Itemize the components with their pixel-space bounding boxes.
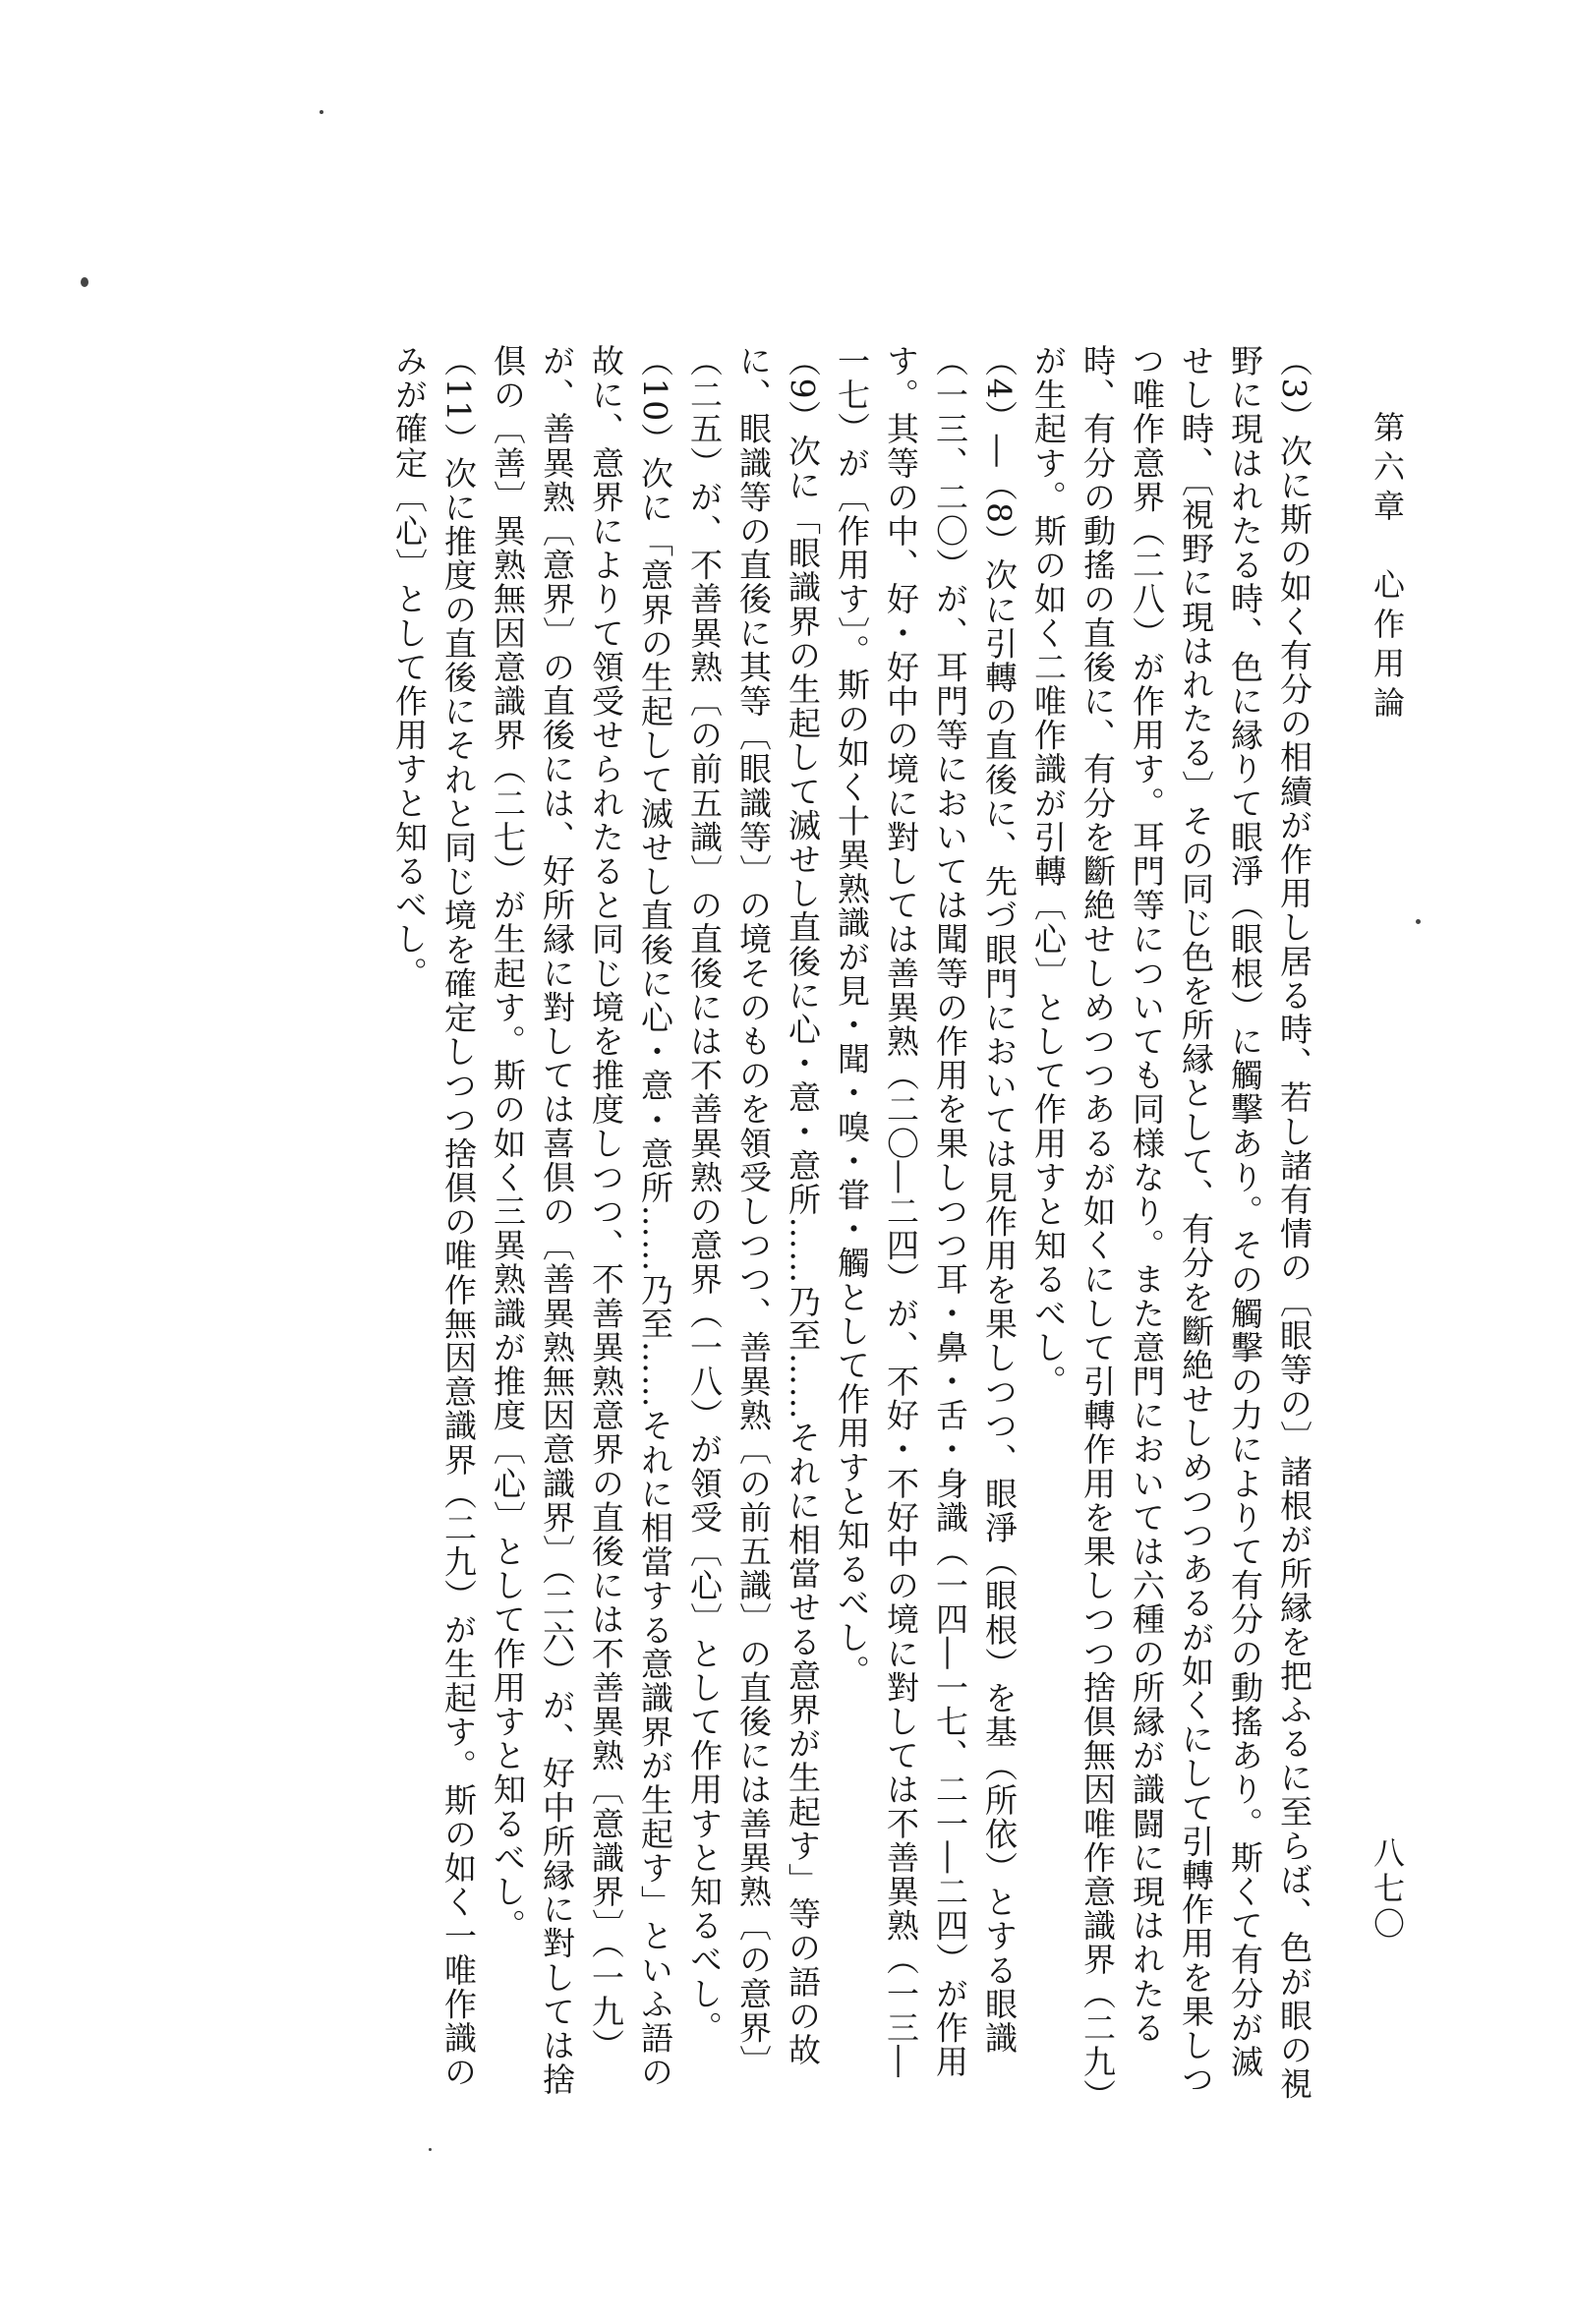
- paragraph-4-8: [827, 344, 1023, 2104]
- paragraph-text: 次に斯の如く有分の相續が作用し居る時、若し諸有情の〔眼等の〕諸根が所縁を把ふるに至らば、色が眼の視野に現はれたる時、色に縁りて眼淨（眼根）に觸擊あり。その觸擊の力によりて有分の動搖あり。斯くて有分が滅せし時、〔視野に現はれたる〕その同じ色を所縁として、有分を斷絶せしめつつあるが如くにして引轉作用を果しつつ唯作意界（二八）が作用す。耳門等についても同様なり。また意門においては六種の所縁が識闘に現はれたる時、有分の動搖の直後に、有分を斷絶せしめつつあるが如くにして引轉作用を果しつつ捨倶無因唯作意識界（二九）が生起す。斯の如く二唯作識が引轉〔心〕として作用すと知るべし。: [1029, 344, 1313, 2102]
- paragraph-9: [679, 344, 827, 2104]
- scan-speck: [320, 110, 323, 114]
- paragraph-10: [483, 344, 679, 2104]
- page-number: 八七〇: [1369, 1836, 1406, 1943]
- running-header: [1369, 411, 1406, 726]
- paragraph-text: 次に「眼識界の生起して滅せし直後に心・意・意所……乃至……それに相當せる意界が生起す」等の語の故に、眼識等の直後に其等〔眼識等〕の境そのものを領受しつつ、善異熟〔の前五識〕の直後には善異熟〔の意界〕（二五）が、不善異熟〔の前五識〕の直後には不善異熟の意界（一八）が領受〔心〕として作用すと知るべし。: [685, 344, 822, 2079]
- paragraph-11: [384, 344, 483, 2104]
- chapter-title: 第六章 心作用論: [1369, 411, 1406, 726]
- body-text: [188, 344, 1318, 2104]
- scan-speck: [1416, 919, 1421, 924]
- scan-speck: [81, 277, 88, 287]
- page-number-block: [1369, 1836, 1406, 1943]
- paragraph-marker: （9）: [784, 344, 822, 435]
- scan-speck: [429, 2148, 432, 2151]
- paragraph-marker: （11）: [439, 344, 478, 457]
- paragraph-marker: （4）―（8）: [980, 344, 1019, 559]
- paragraph-marker: （10）: [636, 344, 674, 457]
- paragraph-marker: （3）: [1275, 344, 1313, 435]
- paragraph-3: [1023, 344, 1318, 2104]
- paragraph-text: 次に引轉の直後に、先づ眼門においては見作用を果しつつ、眼淨（眼根）を基（所依）とする眼識（一三、二〇）が、耳門等においては聞等の作用を果しつつ耳・鼻・舌・身識（一四―一七、二一―二四）が作用す。其等の中、好・好中の境に對しては善異熟（二〇―二四）が、不好・不好中の境に對しては不善異熟（一三―一七）が〔作用す〕。斯の如く十異熟識が見・聞・嗅・甞・觸として作用すと知るべし。: [833, 344, 1019, 2079]
- paragraph-text: 次に「意界の生起して滅せし直後に心・意・意所……乃至……それに相當する意識界が生起す」といふ語の故に、意界によりて領受せられたると同じ境を推度しつつ、不善異熟意界の直後には不善異熟〔意識界〕（一九）が、善異熟〔意界〕の直後には、好所縁に對しては喜倶の〔善異熟無因意識界〕（二六）が、好中所縁に對しては捨倶の〔善〕異熟無因意識界（二七）が生起す。斯の如く三異熟識が推度〔心〕として作用すと知るべし。: [489, 344, 674, 2097]
- paragraph-text: 次に推度の直後にそれと同じ境を確定しつつ捨倶の唯作無因意識界（二九）が生起す。斯の如く一唯作識のみが確定〔心〕として作用すと知るべし。: [390, 344, 478, 2090]
